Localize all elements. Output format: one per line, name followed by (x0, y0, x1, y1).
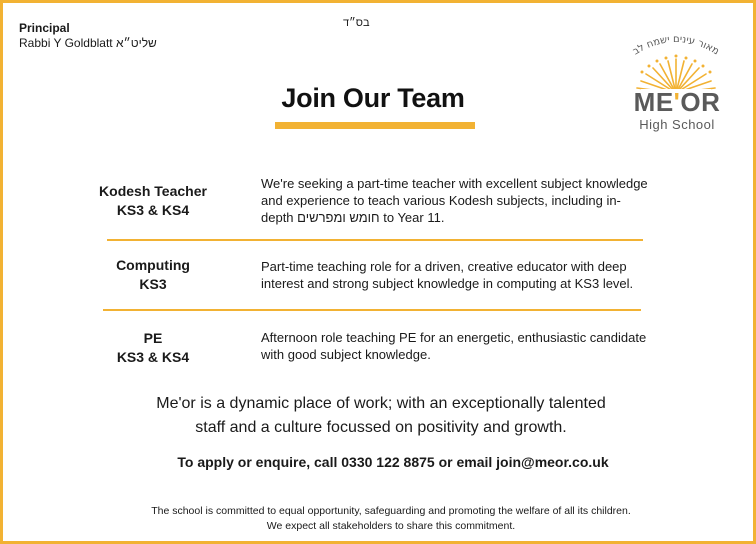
role-title: PE (143, 330, 163, 346)
role-description: Afternoon role teaching PE for an energetic, enthusiastic candidate with good subject knowledge. (261, 330, 647, 362)
role-description: Part-time teaching role for a driven, creative educator with deep interest and strong subject knowledge in computing at KS3 level. (261, 259, 634, 291)
principal-role: Principal (19, 21, 70, 35)
bsd-mark: בס״ד (343, 17, 370, 29)
principal-block (19, 21, 157, 51)
role-name (93, 329, 213, 367)
role-description: We're seeking a part-time teacher with excellent subject knowledge and experience to teach various Kodesh subjects, including in-depth חומש ומפרשים to Year 11. (261, 176, 648, 225)
divider (103, 309, 641, 311)
role-keystage: KS3 & KS4 (116, 349, 190, 365)
tagline-line2: staff and a culture focussed on positivity and growth. (195, 419, 567, 436)
logo-word-part2: OR (680, 87, 721, 117)
role-name (93, 182, 213, 220)
tagline (3, 392, 756, 440)
tagline-line1: Me'or is a dynamic place of work; with an exceptionally talented (156, 395, 606, 412)
role-keystage: KS3 (139, 276, 167, 292)
role-title: Kodesh Teacher (99, 183, 207, 199)
role-keystage: KS3 & KS4 (116, 202, 190, 218)
divider (107, 239, 643, 241)
logo-word-accent: ' (673, 87, 681, 117)
principal-name: Rabbi Y Goldblatt שליט״א (19, 36, 157, 50)
school-logo (621, 25, 731, 135)
logo-wordmark (627, 87, 727, 118)
title-underline (275, 122, 475, 129)
role-name (93, 256, 213, 294)
logo-subtitle: High School (639, 117, 715, 132)
apply-contact: To apply or enquire, call 0330 122 8875 or email join@meor.co.uk (177, 454, 609, 470)
logo-hebrew-arc: מאור עינים ישמח לב (631, 33, 721, 58)
footer-line2: We expect all stakeholders to share this commitment. (266, 520, 516, 532)
logo-word-part1: ME (633, 87, 674, 117)
footer-statement (3, 504, 756, 534)
role-title: Computing (116, 257, 190, 273)
page-title: Join Our Team (281, 83, 465, 113)
footer-line1: The school is committed to equal opportunity, safeguarding and promoting the welfare of all its children. (151, 505, 631, 517)
